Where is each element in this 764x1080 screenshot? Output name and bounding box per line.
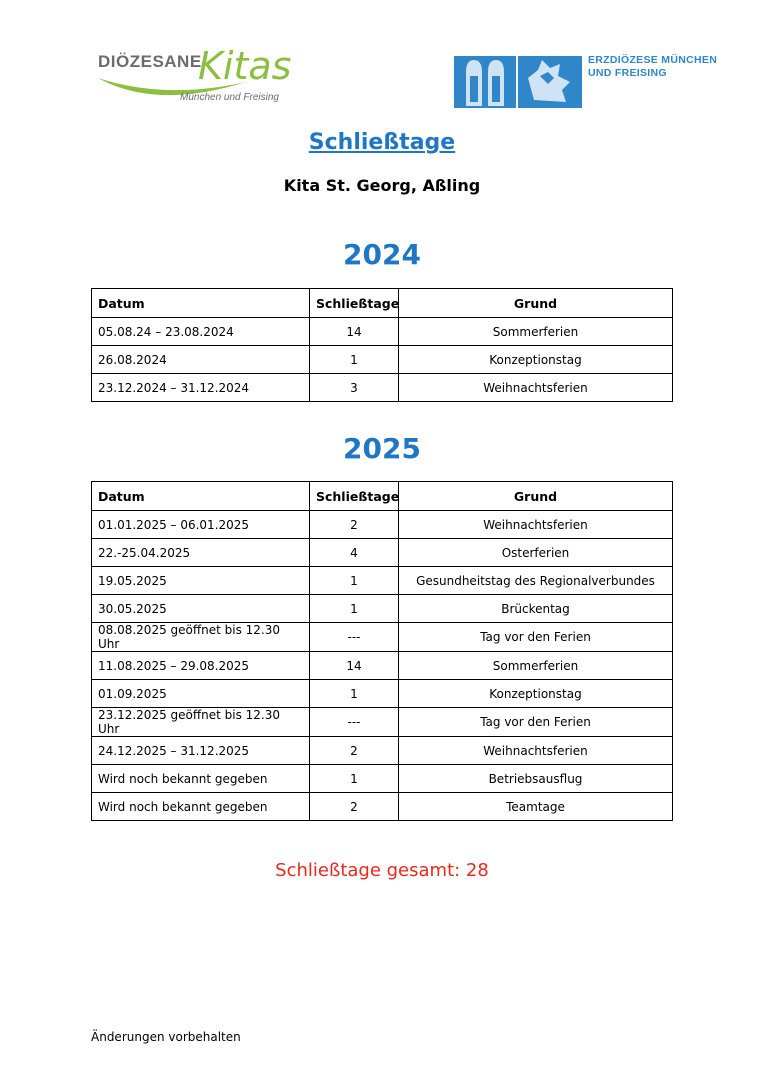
cell-datum: 22.-25.04.2025 — [92, 539, 310, 567]
cell-datum: 23.12.2025 geöffnet bis 12.30 Uhr — [92, 708, 310, 737]
table-row — [92, 595, 673, 623]
cell-grund: Brückentag — [399, 595, 673, 623]
header-grund: Grund — [399, 289, 673, 318]
cell-datum: 11.08.2025 – 29.08.2025 — [92, 652, 310, 680]
table-header-row — [92, 482, 673, 511]
cell-datum: 01.09.2025 — [92, 680, 310, 708]
table-row — [92, 793, 673, 821]
cell-grund: Sommerferien — [399, 318, 673, 346]
cell-tage: 1 — [310, 680, 399, 708]
cell-datum: Wird noch bekannt gegeben — [92, 793, 310, 821]
cell-grund: Konzeptionstag — [399, 346, 673, 374]
logo-text-line2: UND FREISING — [588, 67, 667, 79]
cell-grund: Tag vor den Ferien — [399, 623, 673, 652]
cell-tage: 1 — [310, 595, 399, 623]
header-datum: Datum — [92, 482, 310, 511]
cell-datum: Wird noch bekannt gegeben — [92, 765, 310, 793]
cell-datum: 26.08.2024 — [92, 346, 310, 374]
table-row — [92, 567, 673, 595]
cell-tage: 3 — [310, 374, 399, 402]
table-row — [92, 346, 673, 374]
table-header-row — [92, 289, 673, 318]
table-row — [92, 539, 673, 567]
cell-datum: 19.05.2025 — [92, 567, 310, 595]
schedule-table-2024 — [91, 288, 673, 402]
cell-tage: 2 — [310, 793, 399, 821]
cell-tage: 2 — [310, 511, 399, 539]
cathedral-crest-icon — [454, 56, 582, 108]
cell-grund: Tag vor den Ferien — [399, 708, 673, 737]
footnote: Änderungen vorbehalten — [91, 1030, 241, 1044]
cell-grund: Konzeptionstag — [399, 680, 673, 708]
logo-text-line1: ERZDIÖZESE MÜNCHEN — [588, 54, 718, 66]
cell-grund: Teamtage — [399, 793, 673, 821]
cell-tage: 1 — [310, 567, 399, 595]
cell-datum: 08.08.2025 geöffnet bis 12.30 Uhr — [92, 623, 310, 652]
logo-text-erzdioezese — [588, 54, 717, 80]
schedule-table-2025 — [91, 481, 673, 821]
cell-tage: 2 — [310, 737, 399, 765]
cell-grund: Weihnachtsferien — [399, 374, 673, 402]
cell-grund: Gesundheitstag des Regionalverbundes — [399, 567, 673, 595]
header-schliesstage: Schließtage — [310, 482, 399, 511]
cell-datum: 01.01.2025 – 06.01.2025 — [92, 511, 310, 539]
page-subtitle: Kita St. Georg, Aßling — [283, 176, 481, 195]
cell-tage: 14 — [310, 318, 399, 346]
page-title: Schließtage — [308, 130, 456, 155]
table-row — [92, 318, 673, 346]
logo-text-kitas: Kitas — [198, 44, 292, 88]
logo-text-dioezesane: DIÖZESANE — [98, 52, 202, 71]
erzdioezese-logo — [454, 56, 734, 108]
cell-datum: 24.12.2025 – 31.12.2025 — [92, 737, 310, 765]
cell-tage: --- — [310, 708, 399, 737]
cell-tage: 14 — [310, 652, 399, 680]
table-row — [92, 511, 673, 539]
cell-grund: Weihnachtsferien — [399, 511, 673, 539]
cell-grund: Sommerferien — [399, 652, 673, 680]
total-closing-days: Schließtage gesamt: 28 — [275, 860, 489, 881]
table-row — [92, 737, 673, 765]
cell-tage: 4 — [310, 539, 399, 567]
table-row — [92, 708, 673, 737]
cell-tage: --- — [310, 623, 399, 652]
table-row — [92, 680, 673, 708]
cell-tage: 1 — [310, 346, 399, 374]
table-row — [92, 765, 673, 793]
logo-text-subline: München und Freising — [180, 92, 279, 103]
header-datum: Datum — [92, 289, 310, 318]
table-row — [92, 374, 673, 402]
header-schliesstage: Schließtage — [310, 289, 399, 318]
cell-datum: 23.12.2024 – 31.12.2024 — [92, 374, 310, 402]
cell-grund: Osterferien — [399, 539, 673, 567]
cell-grund: Betriebsausflug — [399, 765, 673, 793]
year-heading-2025: 2025 — [343, 432, 421, 465]
dioezesane-kitas-logo — [96, 44, 296, 110]
table-row — [92, 623, 673, 652]
cell-datum: 05.08.24 – 23.08.2024 — [92, 318, 310, 346]
cell-grund: Weihnachtsferien — [399, 737, 673, 765]
table-row — [92, 652, 673, 680]
cell-tage: 1 — [310, 765, 399, 793]
year-heading-2024: 2024 — [343, 238, 421, 271]
cell-datum: 30.05.2025 — [92, 595, 310, 623]
header-grund: Grund — [399, 482, 673, 511]
